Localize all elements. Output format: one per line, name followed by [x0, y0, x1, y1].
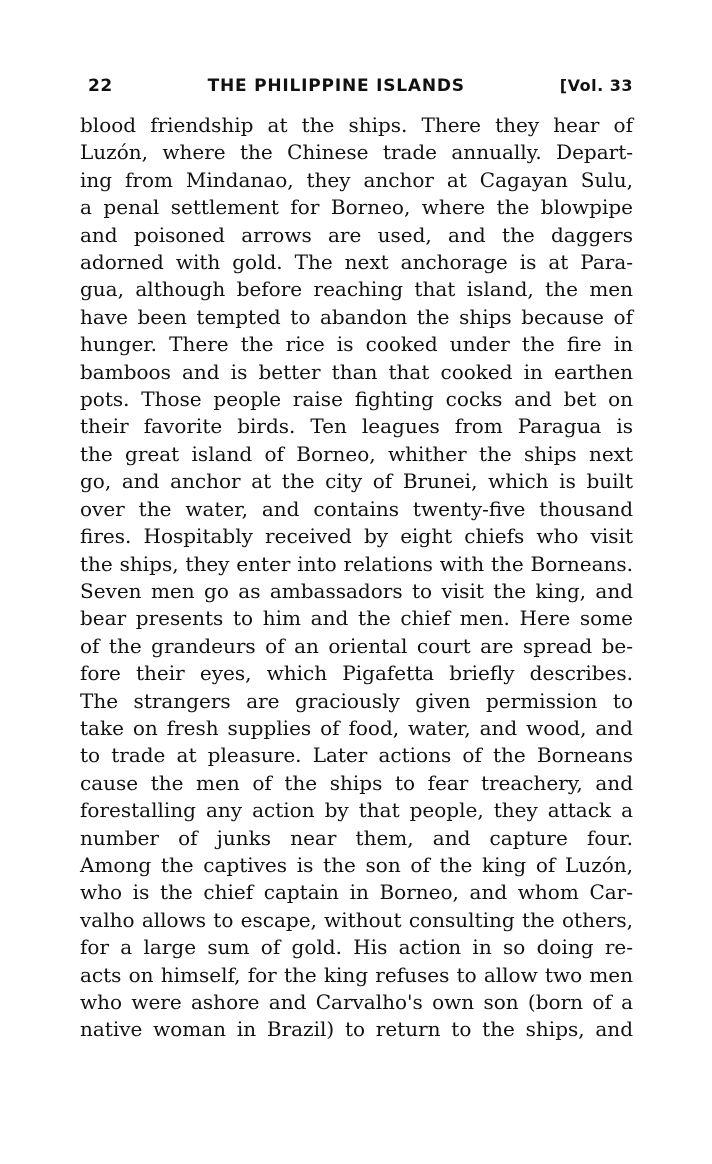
text-line: go, and anchor at the city of Brunei, which is built — [80, 469, 633, 494]
book-page — [80, 76, 633, 1044]
text-line: Among the captives is the son of the king of Luzón, — [80, 852, 633, 877]
text-line: the great island of Borneo, whither the ships next — [80, 441, 633, 466]
text-line: The strangers are graciously given permission to — [80, 688, 633, 713]
text-line: for a large sum of gold. His action in so doing re- — [80, 935, 633, 960]
text-line: have been tempted to abandon the ships because of — [80, 304, 633, 329]
text-line: fore their eyes, which Pigafetta briefly describes. — [80, 661, 633, 686]
text-line: pots. Those people raise fighting cocks and bet on — [80, 387, 633, 412]
text-line: bear presents to him and the chief men. Here some — [80, 606, 633, 631]
text-line: of the grandeurs of an oriental court are spread be- — [80, 633, 633, 658]
text-line: adorned with gold. The next anchorage is at Para- — [80, 250, 633, 275]
text-line: hunger. There the rice is cooked under the fire in — [80, 332, 633, 357]
text-line: take on fresh supplies of food, water, and wood, and — [80, 715, 633, 740]
volume-label: [Vol. 33 — [559, 76, 633, 95]
text-line: their favorite birds. Ten leagues from Paragua is — [80, 414, 633, 439]
text-line: the ships, they enter into relations with the Borneans. — [80, 551, 633, 576]
text-line: and poisoned arrows are used, and the daggers — [80, 222, 633, 247]
text-line: number of junks near them, and capture four. — [80, 825, 633, 850]
text-line: a penal settlement for Borneo, where the blowpipe — [80, 195, 633, 220]
text-line: fires. Hospitably received by eight chiefs who visit — [80, 524, 633, 549]
body-text — [80, 112, 633, 1044]
text-line: forestalling any action by that people, they attack a — [80, 798, 633, 823]
text-line: Luzón, where the Chinese trade annually. Depart- — [80, 140, 633, 165]
text-line: gua, although before reaching that island, the men — [80, 277, 633, 302]
text-line: Seven men go as ambassadors to visit the king, and — [80, 578, 633, 603]
page-number: 22 — [88, 76, 113, 96]
text-line: acts on himself, for the king refuses to allow two men — [80, 962, 633, 987]
running-title: THE PHILIPPINE ISLANDS — [207, 76, 465, 96]
page-header — [80, 76, 633, 96]
text-line: blood friendship at the ships. There they hear of — [80, 113, 633, 137]
text-line: over the water, and contains twenty-five thousand — [80, 496, 633, 521]
text-line: who were ashore and Carvalho's own son (born of a — [80, 990, 633, 1014]
text-line: ing from Mindanao, they anchor at Cagayan Sulu, — [80, 167, 633, 192]
text-line: cause the men of the ships to fear treachery, and — [80, 770, 633, 795]
text-line: bamboos and is better than that cooked in earthen — [80, 359, 633, 384]
text-line: valho allows to escape, without consulting the others, — [80, 907, 633, 932]
text-line: to trade at pleasure. Later actions of the Borneans — [80, 743, 633, 768]
text-line: native woman in Brazil) to return to the ships, and — [80, 1017, 633, 1042]
text-line: who is the chief captain in Borneo, and whom Car- — [80, 880, 633, 905]
